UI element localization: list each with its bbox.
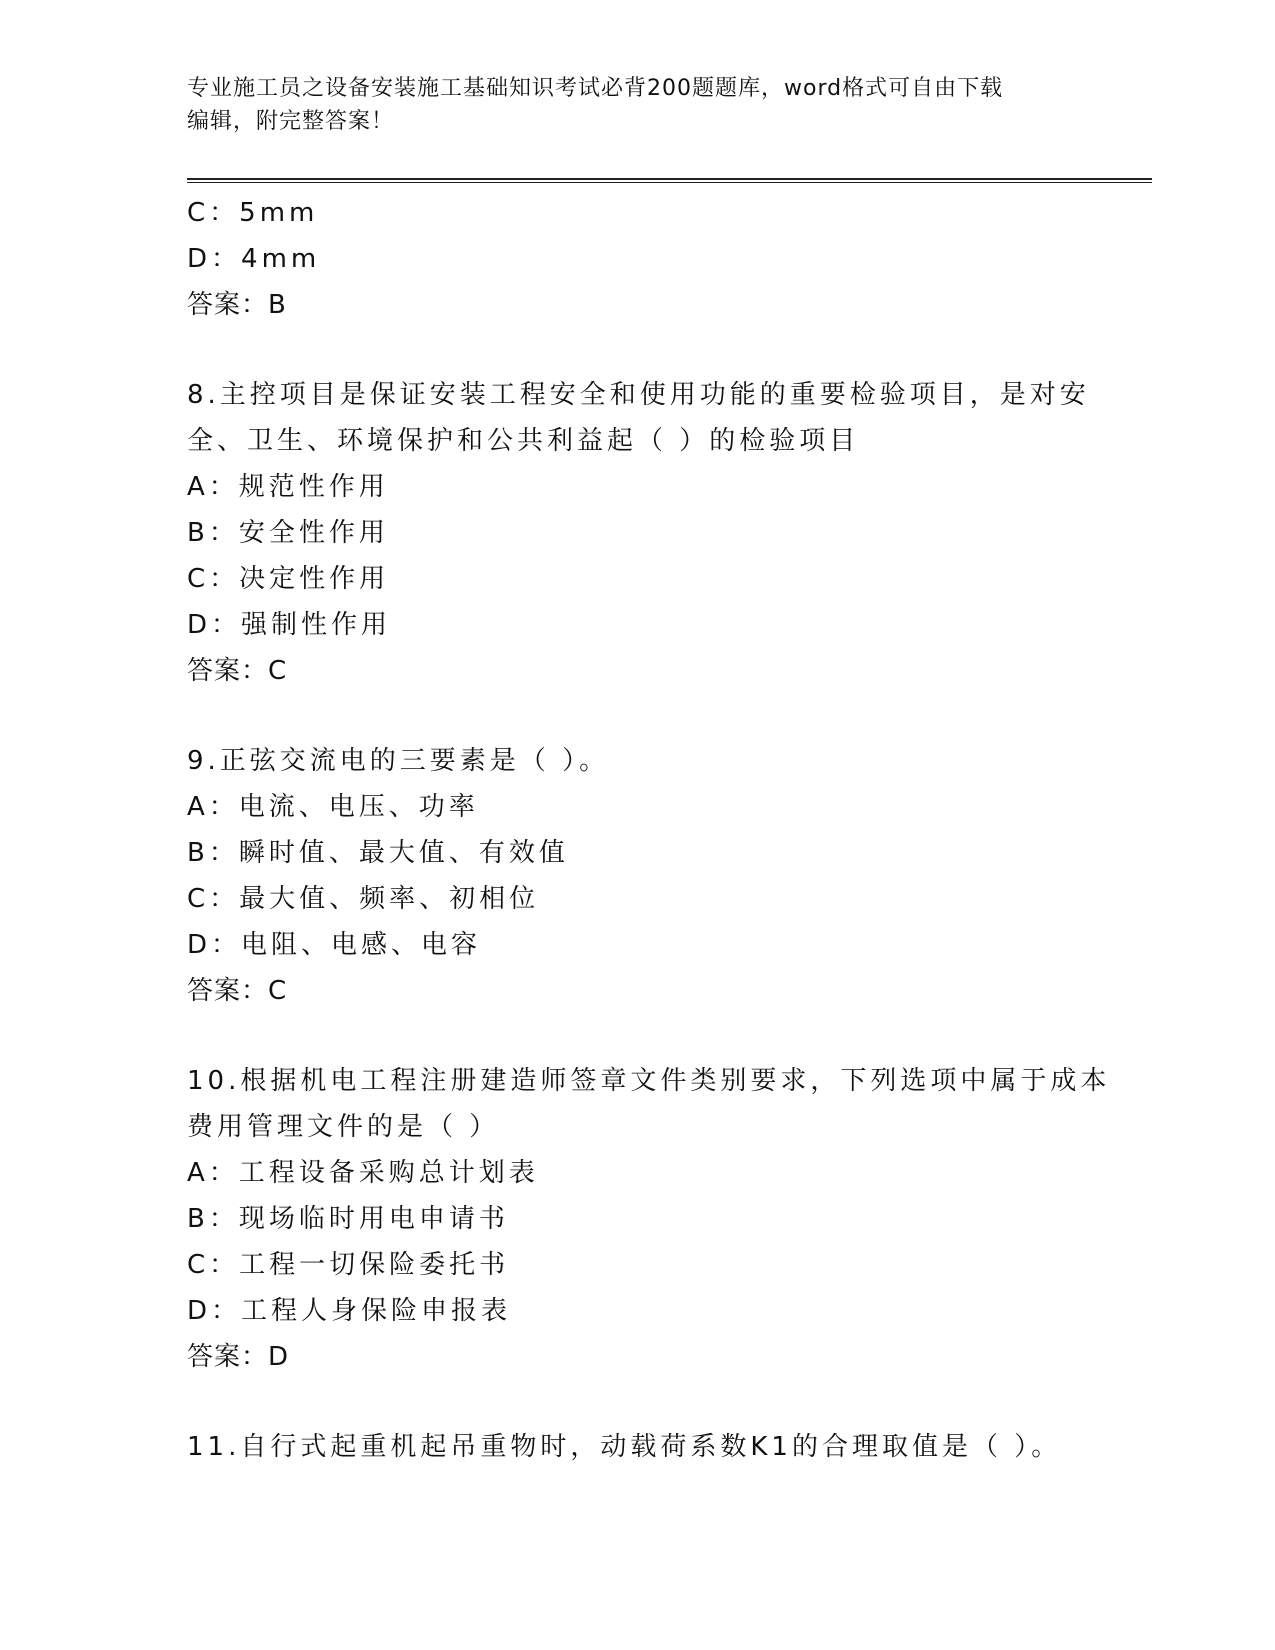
q9-stem: 9.正弦交流电的三要素是（ ）。: [187, 746, 610, 776]
question-list: [187, 190, 1111, 1470]
q10-option-c: C：工程一切保险委托书: [187, 1250, 510, 1280]
q7-answer: 答案：B: [187, 290, 287, 320]
q8-option-b: B：安全性作用: [187, 518, 389, 548]
q9-option-b: B：瞬时值、最大值、有效值: [187, 838, 569, 868]
q9-option-a: A：电流、电压、功率: [187, 792, 479, 822]
q9-answer: 答案：C: [187, 976, 288, 1006]
header-title-line1: 专业施工员之设备安装施工基础知识考试必背200题题库，word格式可自由下载: [187, 76, 1004, 101]
q9-option-c: C：最大值、频率、初相位: [187, 884, 540, 914]
q8-option-d: D：强制性作用: [187, 610, 392, 640]
q8-stem-line2: 全、卫生、环境保护和公共利益起（ ）的检验项目: [187, 426, 860, 456]
question-7-tail: [187, 190, 1087, 328]
q8-option-c: C：决定性作用: [187, 564, 390, 594]
document-header: [187, 72, 1087, 138]
q8-answer: 答案：C: [187, 656, 288, 686]
q10-stem-line2: 费用管理文件的是（ ）: [187, 1112, 500, 1142]
question-11: [187, 1424, 1087, 1470]
header-divider: [187, 178, 1152, 183]
q10-option-b: B：现场临时用电申请书: [187, 1204, 509, 1234]
q10-answer: 答案：D: [187, 1342, 290, 1372]
q10-option-d: D：工程人身保险申报表: [187, 1296, 512, 1326]
header-title-line2: 编辑，附完整答案！: [187, 109, 395, 134]
q10-option-a: A：工程设备采购总计划表: [187, 1158, 539, 1188]
q11-stem: 11.自行式起重机起吊重物时，动载荷系数K1的合理取值是（ ）。: [187, 1432, 1062, 1462]
q7-option-d: D：4mm: [187, 244, 321, 274]
question-8: [187, 372, 1090, 694]
question-10: [187, 1058, 1111, 1380]
q7-option-c: C：5mm: [187, 198, 319, 228]
q9-option-d: D：电阻、电感、电容: [187, 930, 482, 960]
q10-stem-line1: 10.根据机电工程注册建造师签章文件类别要求，下列选项中属于成本: [187, 1066, 1111, 1096]
question-9: [187, 738, 1087, 1014]
q8-option-a: A：规范性作用: [187, 472, 389, 502]
q8-stem-line1: 8.主控项目是保证安装工程安全和使用功能的重要检验项目，是对安: [187, 380, 1090, 410]
